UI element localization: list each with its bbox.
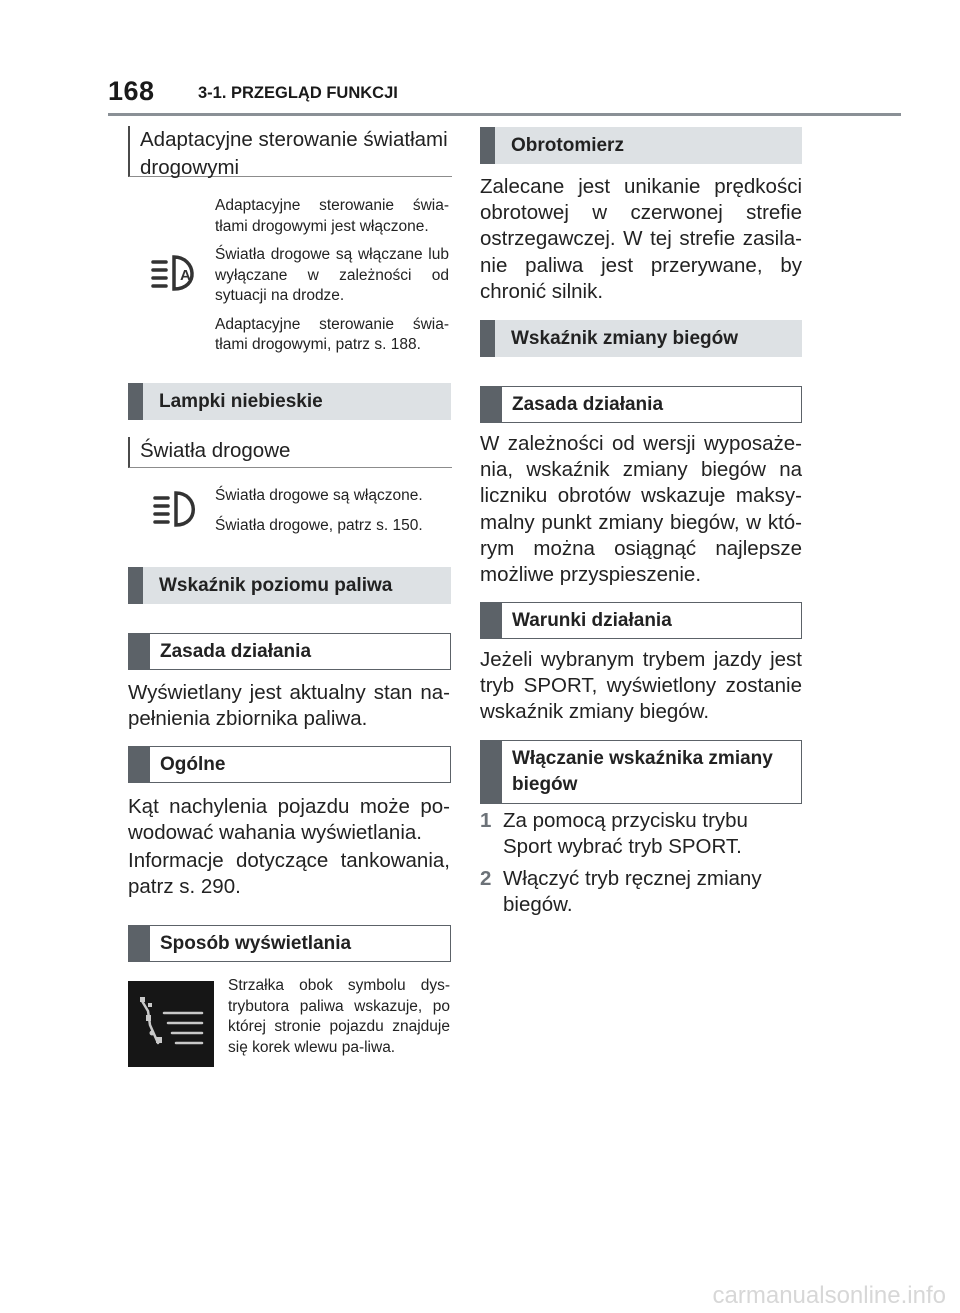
- tachometer-text: Zalecane jest unikanie prędkości obrotowej w czerwonej strefie ostrzegawczej. W tej strefie zasila-nie paliwa jest przerywane, by chronić silnik.: [480, 175, 802, 303]
- heading-fuel-principle: Zasada działania: [128, 633, 451, 670]
- step-2: [480, 866, 780, 918]
- step-2-text: Włączyć tryb ręcznej zmiany biegów.: [503, 867, 762, 916]
- step-1-number: 1: [480, 809, 492, 832]
- high-beam-text-1: Światła drogowe są włączone.: [215, 487, 423, 504]
- heading-activate-shift-indicator: Włączanie wskaźnika zmiany biegów: [480, 740, 802, 804]
- shift-principle-text: W zależności od wersji wyposaże-nia, wskaźnik zmiany biegów na liczniku obrotów wskazuje maksy-malny punkt zmiany biegów, w któ-rym można osiągnąć najlepsze możliwe przyspieszenie.: [480, 432, 802, 587]
- adaptive-text-3: Adaptacyjne sterowanie świa-tłami drogowymi, patrz s. 188.: [215, 315, 449, 353]
- chapter-title: 3-1. PRZEGLĄD FUNKCJI: [198, 84, 398, 102]
- adaptive-high-beam-icon: [150, 253, 202, 295]
- adaptive-high-beam-text: [215, 196, 449, 364]
- heading-shift-indicator: Wskaźnik zmiany biegów: [480, 320, 802, 357]
- svg-text:A: A: [180, 267, 191, 284]
- operating-conditions-text: Jeżeli wybranym trybem jazdy jest tryb SPORT, wyświetlony zostanie wskaźnik zmiany biegów.: [480, 648, 802, 724]
- fuel-principle-text: Wyświetlany jest aktualny stan na-pełnienia zbiornika paliwa.: [128, 681, 450, 731]
- high-beam-icon: [152, 490, 202, 530]
- adaptive-text-1: Adaptacyjne sterowanie świa-tłami drogowymi jest włączone.: [215, 197, 449, 235]
- step-1: [480, 808, 770, 860]
- high-beam-text-2: Światła drogowe, patrz s. 150.: [215, 516, 423, 534]
- watermark: carmanualsonline.info: [712, 1282, 946, 1309]
- heading-blue-lamps: Lampki niebieskie: [128, 383, 451, 420]
- step-2-number: 2: [480, 867, 492, 890]
- general-text-1: Kąt nachylenia pojazdu może po-wodować wahania wyświetlania.: [128, 795, 450, 845]
- heading-display-mode: Sposób wyświetlania: [128, 925, 451, 962]
- display-mode-text: Strzałka obok symbolu dys-trybutora paliwa wskazuje, po której stronie pojazdu znajduje się korek wlewu pa-liwa.: [228, 977, 450, 1056]
- subheading-high-beam: Światła drogowe: [128, 437, 452, 468]
- page-number: 168: [108, 76, 155, 106]
- header-rule: [108, 113, 901, 116]
- high-beam-text: [215, 486, 455, 544]
- subheading-adaptive-high-beam: Adaptacyjne sterowanie światłami drogowymi: [128, 126, 452, 177]
- general-text-2: Informacje dotyczące tankowania, patrz s. 290.: [128, 849, 450, 899]
- heading-operating-conditions: Warunki działania: [480, 602, 802, 639]
- adaptive-text-2: Światła drogowe są włączane lub wyłączane w zależności od sytuacji na drodze.: [215, 246, 449, 304]
- step-1-text: Za pomocą przycisku trybu Sport wybrać tryb SPORT.: [503, 809, 748, 858]
- heading-tachometer: Obrotomierz: [480, 127, 802, 164]
- fuel-gauge-display-icon: [128, 981, 214, 1067]
- heading-general: Ogólne: [128, 746, 451, 783]
- heading-fuel-gauge: Wskaźnik poziomu paliwa: [128, 567, 451, 604]
- heading-shift-principle: Zasada działania: [480, 386, 802, 423]
